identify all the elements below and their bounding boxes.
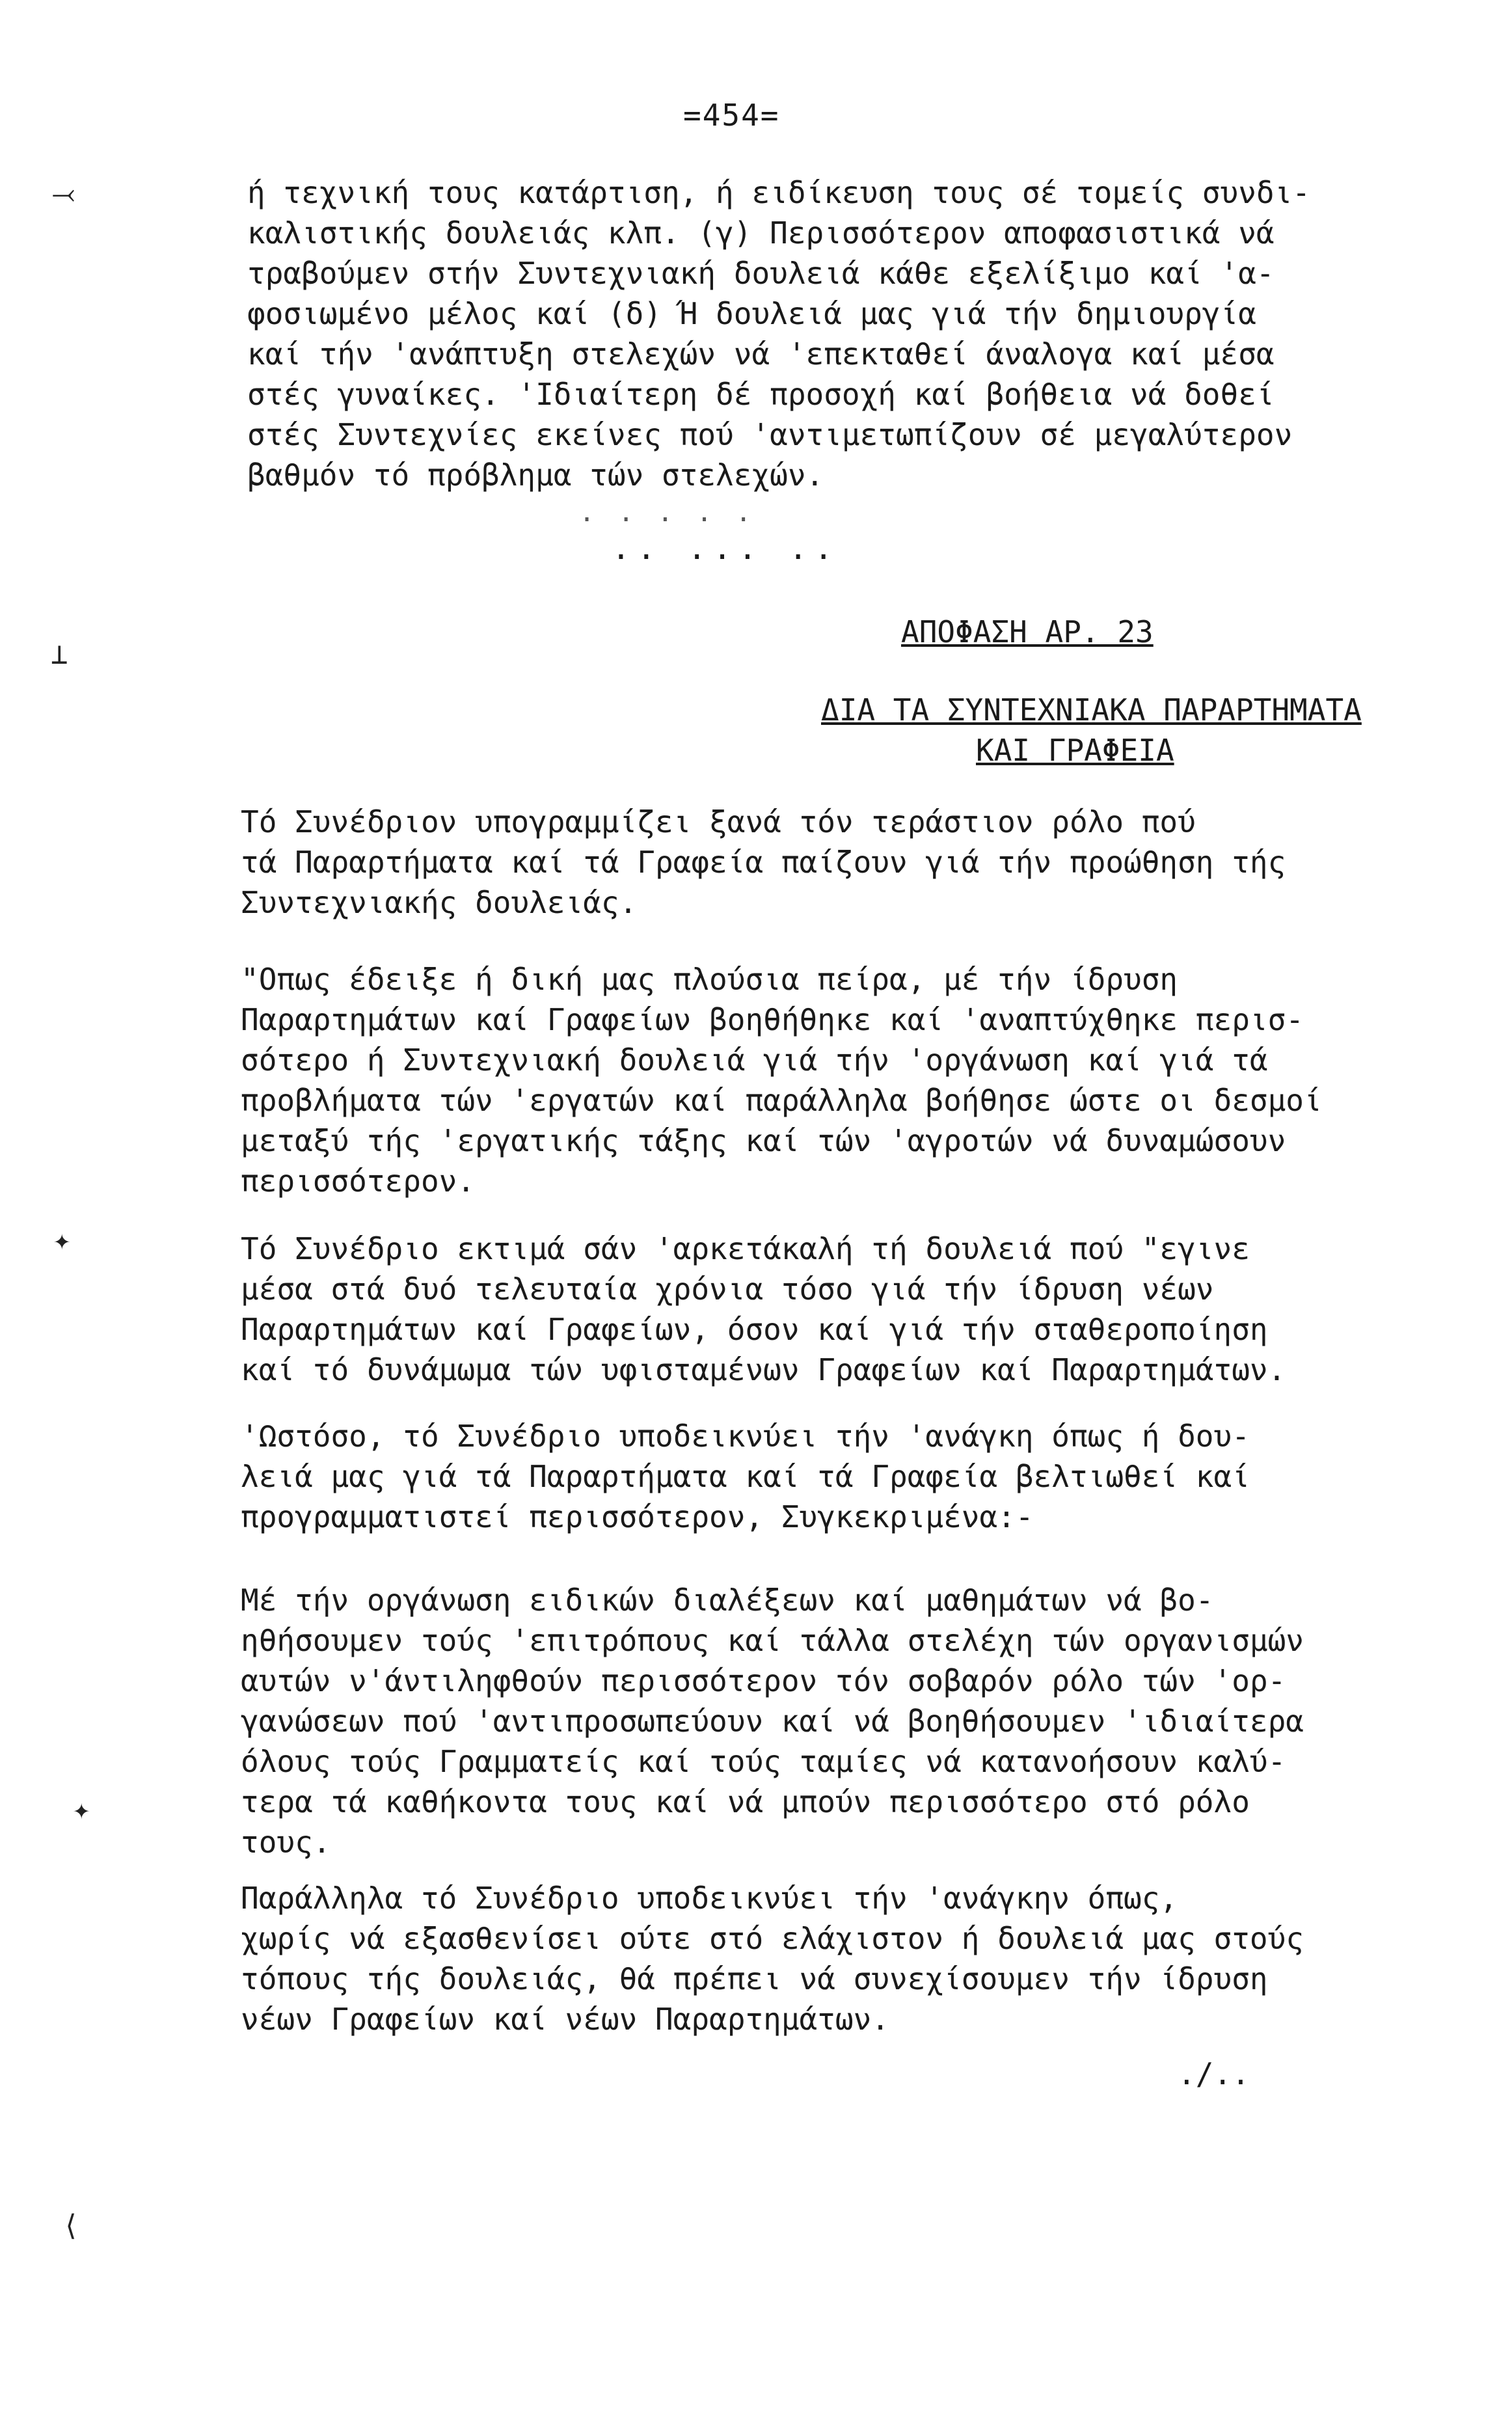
- intro-paragraph: [247, 172, 1310, 495]
- text-line: Μέ τήν οργάνωση ειδικών διαλέξεων καί μαθημάτων νά βο-: [241, 1583, 1214, 1618]
- page-number: =454=: [683, 98, 780, 133]
- text-line: τερα τά καθήκοντα τους καί νά μπούν περισσότερο στό ρόλο: [241, 1784, 1250, 1819]
- text-line: Συντεχνιακής δουλειάς.: [241, 885, 638, 920]
- punch-hole-mark-icon: ✦: [73, 1793, 90, 1826]
- decision-title-line-1: ΔΙΑ ΤΑ ΣΥΝΤΕΧΝΙΑΚΑ ΠΑΡΑΡΤΗΜΑΤΑ: [821, 692, 1362, 728]
- punch-hole-mark-icon: ⟨: [62, 2209, 80, 2242]
- text-line: όλους τούς Γραμματείς καί τούς ταμίες νά κατανοήσουν καλύ-: [241, 1744, 1286, 1779]
- text-line: 'Ωστόσο, τό Συνέδριο υποδεικνύει τήν 'ανάγκη όπως ή δου-: [241, 1419, 1250, 1454]
- text-line: νέων Γραφείων καί νέων Παραρτημάτων.: [241, 2002, 889, 2037]
- separator-dots: .. ... ..: [612, 530, 840, 567]
- text-line: λειά μας γιά τά Παραρτήματα καί τά Γραφεία βελτιωθεί καί: [241, 1459, 1250, 1494]
- text-line: φοσιωμένο μέλος καί (δ) Ή δουλειά μας γιά τήν δημιουργία: [247, 296, 1256, 331]
- text-line: τραβούμεν στήν Συντεχνιακή δουλειά κάθε εξελίξιμο καί 'α-: [247, 256, 1275, 291]
- punch-hole-mark-icon: ⊥: [51, 638, 68, 671]
- text-line: ή τεχνική τους κατάρτιση, ή ειδίκευση τους σέ τομείς συνδι-: [247, 175, 1310, 210]
- paragraph-4: [241, 1416, 1250, 1537]
- text-line: Παραρτημάτων καί Γραφείων βοηθήθηκε καί 'αναπτύχθηκε περισ-: [241, 1002, 1304, 1037]
- text-line: τους.: [241, 1825, 331, 1860]
- text-line: τά Παραρτήματα καί τά Γραφεία παίζουν γιά τήν προώθηση τής: [241, 845, 1286, 880]
- decision-heading: ΑΠΟΦΑΣΗ ΑΡ. 23: [901, 614, 1154, 649]
- decision-title-line-2: ΚΑΙ ΓΡΑΦΕΙΑ: [976, 733, 1174, 768]
- separator-small: . . . . .: [579, 498, 755, 528]
- continued-mark: ./..: [1178, 2056, 1250, 2091]
- text-line: στές γυναίκες. 'Ιδιαίτερη δέ προσοχή καί βοήθεια νά δοθεί: [247, 377, 1275, 412]
- text-line: Παραρτημάτων καί Γραφείων, όσον καί γιά τήν σταθεροποίηση: [241, 1312, 1268, 1347]
- punch-hole-mark-icon: ⤙: [52, 177, 75, 210]
- paragraph-2: [241, 959, 1322, 1201]
- paragraph-6: [241, 1878, 1304, 2039]
- text-line: καλιστικής δουλειάς κλπ. (γ) Περισσότερον αποφασιστικά νά: [247, 215, 1275, 251]
- text-line: "Οπως έδειξε ή δική μας πλούσια πείρα, μέ τήν ίδρυση: [241, 962, 1178, 997]
- text-line: προγραμματιστεί περισσότερον, Συγκεκριμένα:-: [241, 1499, 1034, 1534]
- text-line: αυτών ν'άντιληφθούν περισσότερον τόν σοβαρόν ρόλο τών 'ορ-: [241, 1663, 1286, 1698]
- text-line: τόπους τής δουλειάς, θά πρέπει νά συνεχίσουμεν τήν ίδρυση: [241, 1961, 1268, 1996]
- text-line: προβλήματα τών 'εργατών καί παράλληλα βοήθησε ώστε οι δεσμοί: [241, 1083, 1322, 1118]
- paragraph-3: [241, 1229, 1286, 1390]
- text-line: μεταξύ τής 'εργατικής τάξης καί τών 'αγροτών νά δυναμώσουν: [241, 1123, 1286, 1158]
- text-line: γανώσεων πού 'αντιπροσωπεύουν καί νά βοηθήσουμεν 'ιδιαίτερα: [241, 1704, 1304, 1739]
- text-line: καί τό δυνάμωμα τών υφισταμένων Γραφείων καί Παραρτημάτων.: [241, 1352, 1286, 1387]
- text-line: σότερο ή Συντεχνιακή δουλειά γιά τήν 'οργάνωση καί γιά τά: [241, 1042, 1268, 1078]
- text-line: Τό Συνέδριον υπογραμμίζει ξανά τόν τεράστιον ρόλο πού: [241, 804, 1196, 839]
- text-line: Τό Συνέδριο εκτιμά σάν 'αρκετάκαλή τή δουλειά πού "εγινε: [241, 1231, 1250, 1266]
- paragraph-5: [241, 1580, 1304, 1862]
- paragraph-1: [241, 802, 1286, 923]
- text-line: μέσα στά δυό τελευταία χρόνια τόσο γιά τήν ίδρυση νέων: [241, 1272, 1214, 1307]
- text-line: στές Συντεχνίες εκείνες πού 'αντιμετωπίζουν σέ μεγαλύτερον: [247, 417, 1293, 452]
- text-line: Παράλληλα τό Συνέδριο υποδεικνύει τήν 'ανάγκην όπως,: [241, 1881, 1178, 1916]
- text-line: καί τήν 'ανάπτυξη στελεχών νά 'επεκταθεί άναλογα καί μέσα: [247, 336, 1275, 372]
- text-line: βαθμόν τό πρόβλημα τών στελεχών.: [247, 457, 824, 493]
- text-line: χωρίς νά εξασθενίσει ούτε στό ελάχιστον ή δουλειά μας στούς: [241, 1921, 1304, 1956]
- punch-hole-mark-icon: ✦: [53, 1223, 71, 1257]
- text-line: περισσότερον.: [241, 1163, 476, 1199]
- text-line: ηθήσουμεν τούς 'επιτρόπους καί τάλλα στελέχη τών οργανισμών: [241, 1623, 1304, 1658]
